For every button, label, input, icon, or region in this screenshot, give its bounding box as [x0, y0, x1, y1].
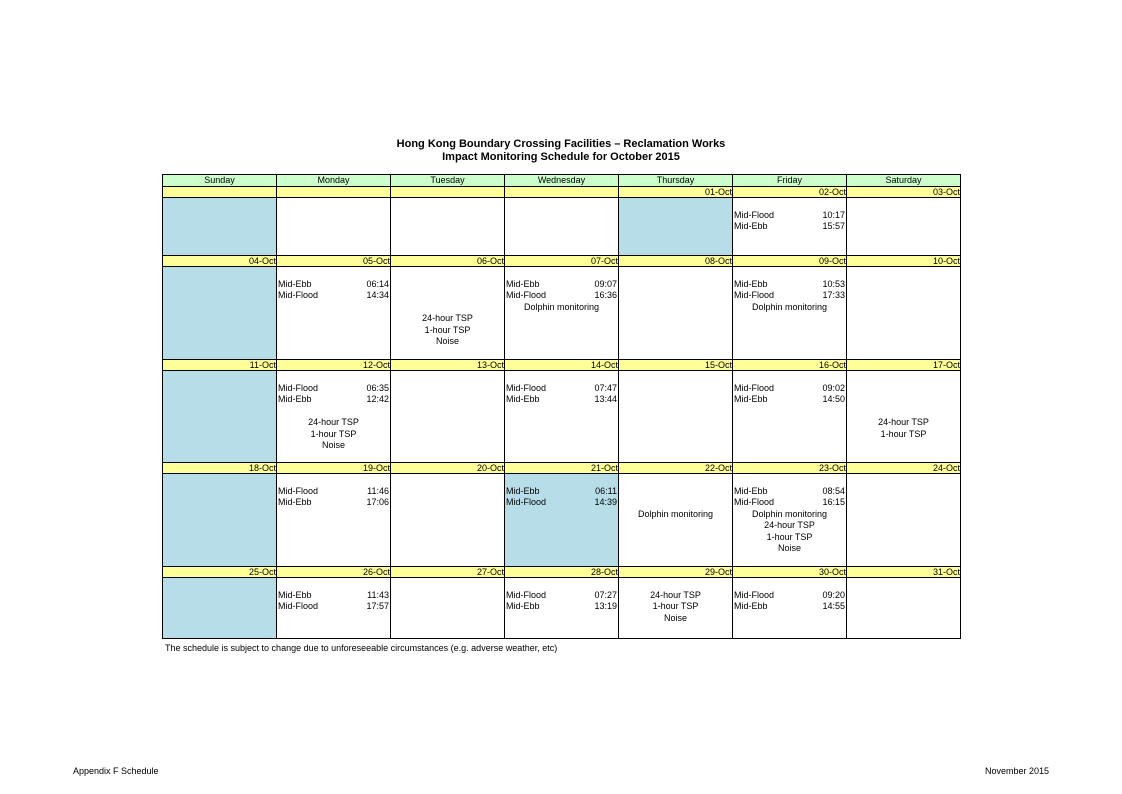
day-cell	[505, 474, 619, 567]
tide-time: 14:34	[366, 290, 389, 300]
day-cell	[733, 371, 847, 463]
date-cell	[277, 187, 391, 198]
tide-time: 17:33	[822, 290, 845, 300]
tide-entry	[733, 290, 846, 302]
day-cell	[847, 578, 961, 639]
footer-right: November 2015	[984, 766, 1049, 776]
tide-label: Mid-Flood	[278, 601, 319, 611]
day-cell	[163, 267, 277, 360]
tide-label: Mid-Ebb	[278, 394, 312, 404]
date-row	[163, 463, 961, 474]
tide-label: Mid-Flood	[734, 209, 775, 220]
day-header-row	[163, 175, 961, 187]
activity-label: Dolphin monitoring	[637, 508, 714, 519]
week-content-row	[163, 474, 961, 567]
day-cell	[733, 267, 847, 360]
activity-label: 1-hour TSP	[652, 601, 699, 611]
date-cell: 23-Oct	[733, 463, 847, 474]
tide-entry	[733, 210, 846, 222]
date-cell: 24-Oct	[847, 463, 961, 474]
date-cell: 20-Oct	[391, 463, 505, 474]
tide-entry	[277, 486, 390, 498]
date-cell: 13-Oct	[391, 360, 505, 371]
activity-label: 24-hour TSP	[650, 589, 701, 600]
date-cell: 05-Oct	[277, 256, 391, 267]
tide-time: 14:55	[822, 601, 845, 611]
tide-entry	[733, 497, 846, 509]
day-cell	[391, 474, 505, 567]
activity-label: Dolphin monitoring	[751, 301, 828, 312]
activity-label: Noise	[663, 612, 687, 623]
tide-label: Mid-Flood	[734, 497, 775, 507]
day-cell	[163, 198, 277, 256]
tide-time: 16:15	[822, 497, 845, 507]
day-cell	[733, 474, 847, 567]
date-row	[163, 567, 961, 578]
date-cell: 11-Oct	[163, 360, 277, 371]
day-cell	[277, 267, 391, 360]
date-cell: 07-Oct	[505, 256, 619, 267]
activity-label: Dolphin monitoring	[751, 508, 828, 519]
date-row	[163, 187, 961, 198]
tide-label: Mid-Ebb	[506, 278, 540, 289]
week-content-row	[163, 198, 961, 256]
tide-label: Mid-Ebb	[278, 589, 312, 600]
day-cell	[505, 198, 619, 256]
day-cell	[733, 198, 847, 256]
schedule-note: The schedule is subject to change due to unforeseeable circumstances (e.g. adverse weather, etc)	[165, 643, 558, 653]
tide-time: 08:54	[822, 485, 845, 496]
tide-entry	[277, 394, 390, 406]
activity-label: 24-hour TSP	[308, 417, 359, 427]
tide-entry	[733, 590, 846, 602]
date-cell: 06-Oct	[391, 256, 505, 267]
day-cell	[391, 198, 505, 256]
tide-label: Mid-Flood	[278, 382, 319, 393]
date-cell: 16-Oct	[733, 360, 847, 371]
day-cell	[847, 267, 961, 360]
date-cell: 29-Oct	[619, 567, 733, 578]
day-header-sunday: Sunday	[163, 175, 277, 187]
day-cell	[847, 198, 961, 256]
tide-time: 06:11	[595, 485, 617, 496]
day-header-wednesday: Wednesday	[505, 175, 619, 187]
date-cell: 27-Oct	[391, 567, 505, 578]
tide-time: 12:42	[366, 394, 389, 404]
tide-entry	[505, 279, 618, 291]
activity-label: Noise	[435, 336, 459, 346]
tide-label: Mid-Ebb	[506, 394, 540, 404]
tide-time: 13:44	[594, 394, 617, 404]
date-row	[163, 360, 961, 371]
tide-label: Mid-Ebb	[278, 278, 312, 289]
tide-label: Mid-Flood	[278, 290, 319, 300]
tide-entry	[505, 383, 618, 395]
tide-time: 13:19	[594, 601, 617, 611]
tide-entry	[733, 279, 846, 291]
day-header-saturday: Saturday	[847, 175, 961, 187]
tide-time: 09:02	[822, 382, 845, 393]
week-content-row	[163, 371, 961, 463]
date-row	[163, 256, 961, 267]
date-cell: 15-Oct	[619, 360, 733, 371]
tide-entry	[505, 497, 618, 509]
day-cell	[277, 578, 391, 639]
date-cell	[505, 187, 619, 198]
day-cell	[733, 578, 847, 639]
tide-entry	[733, 601, 846, 613]
activity-label: 1-hour TSP	[880, 428, 927, 439]
activity-label: 24-hour TSP	[764, 520, 815, 530]
activity-label: Noise	[777, 543, 801, 553]
tide-label: Mid-Ebb	[506, 601, 540, 611]
day-cell	[847, 371, 961, 463]
day-header-monday: Monday	[277, 175, 391, 187]
tide-label: Mid-Flood	[734, 382, 775, 393]
date-cell: 22-Oct	[619, 463, 733, 474]
date-cell: 28-Oct	[505, 567, 619, 578]
tide-label: Mid-Flood	[278, 485, 319, 496]
tide-label: Mid-Flood	[506, 382, 547, 393]
date-cell: 04-Oct	[163, 256, 277, 267]
day-cell	[619, 578, 733, 639]
tide-entry	[505, 601, 618, 613]
tide-label: Mid-Flood	[734, 589, 775, 600]
tide-label: Mid-Ebb	[734, 221, 768, 231]
tide-label: Mid-Ebb	[734, 394, 768, 404]
footer-left: Appendix F Schedule	[73, 766, 159, 776]
tide-label: Mid-Ebb	[278, 497, 312, 507]
date-cell: 31-Oct	[847, 567, 961, 578]
tide-entry	[733, 383, 846, 395]
day-cell	[505, 578, 619, 639]
schedule-subtitle: Impact Monitoring Schedule for October 2015	[442, 151, 680, 163]
day-cell	[277, 198, 391, 256]
date-cell: 12-Oct	[277, 360, 391, 371]
date-cell: 08-Oct	[619, 256, 733, 267]
day-header-thursday: Thursday	[619, 175, 733, 187]
tide-entry	[733, 221, 846, 233]
tide-entry	[505, 394, 618, 406]
activity-label: 1-hour TSP	[766, 531, 813, 542]
tide-time: 17:06	[366, 497, 389, 507]
tide-time: 11:43	[367, 589, 389, 600]
tide-time: 10:53	[822, 278, 845, 289]
tide-label: Mid-Flood	[734, 290, 775, 300]
tide-label: Mid-Flood	[506, 589, 547, 600]
calendar-table	[162, 174, 961, 639]
day-cell	[505, 371, 619, 463]
tide-entry	[277, 497, 390, 509]
day-cell	[163, 578, 277, 639]
day-header-tuesday: Tuesday	[391, 175, 505, 187]
tide-entry	[277, 383, 390, 395]
day-cell	[505, 267, 619, 360]
date-cell: 09-Oct	[733, 256, 847, 267]
tide-time: 07:47	[594, 382, 617, 393]
date-cell: 03-Oct	[847, 187, 961, 198]
tide-entry	[733, 394, 846, 406]
day-cell	[163, 474, 277, 567]
date-cell: 17-Oct	[847, 360, 961, 371]
activity-label: 24-hour TSP	[422, 313, 473, 323]
day-cell	[391, 371, 505, 463]
activity-label: 1-hour TSP	[310, 428, 357, 439]
tide-time: 09:07	[594, 278, 617, 289]
date-cell: 14-Oct	[505, 360, 619, 371]
date-cell	[163, 187, 277, 198]
tide-time: 06:35	[366, 382, 389, 393]
tide-time: 16:36	[594, 290, 617, 300]
date-cell: 02-Oct	[733, 187, 847, 198]
day-cell	[619, 198, 733, 256]
tide-entry	[277, 290, 390, 302]
date-cell: 26-Oct	[277, 567, 391, 578]
date-cell: 21-Oct	[505, 463, 619, 474]
tide-label: Mid-Ebb	[734, 278, 768, 289]
date-cell	[391, 187, 505, 198]
tide-entry	[733, 486, 846, 498]
activity-label: 1-hour TSP	[424, 324, 471, 335]
week-content-row	[163, 267, 961, 360]
tide-label: Mid-Flood	[506, 497, 547, 507]
tide-label: Mid-Ebb	[734, 601, 768, 611]
date-cell: 01-Oct	[619, 187, 733, 198]
tide-entry	[277, 601, 390, 613]
day-cell	[619, 267, 733, 360]
tide-entry	[505, 590, 618, 602]
day-cell	[619, 371, 733, 463]
tide-label: Mid-Ebb	[734, 485, 768, 496]
activity-label: 24-hour TSP	[878, 417, 929, 427]
day-cell	[277, 371, 391, 463]
tide-entry	[505, 290, 618, 302]
activity-label: Noise	[321, 440, 345, 450]
schedule-title: Hong Kong Boundary Crossing Facilities – Reclamation Works	[396, 138, 726, 150]
date-cell: 25-Oct	[163, 567, 277, 578]
day-cell	[619, 474, 733, 567]
tide-label: Mid-Ebb	[506, 485, 540, 496]
day-cell	[391, 578, 505, 639]
tide-entry	[277, 279, 390, 291]
tide-label: Mid-Flood	[506, 290, 547, 300]
tide-time: 07:27	[594, 589, 617, 600]
tide-entry	[277, 590, 390, 602]
day-cell	[277, 474, 391, 567]
tide-entry	[505, 486, 618, 498]
day-cell	[847, 474, 961, 567]
tide-time: 14:39	[594, 497, 617, 507]
tide-time: 06:14	[366, 278, 389, 289]
tide-time: 14:50	[822, 394, 845, 404]
activity-label: Dolphin monitoring	[523, 301, 600, 312]
date-cell: 10-Oct	[847, 256, 961, 267]
day-cell	[391, 267, 505, 360]
date-cell: 18-Oct	[163, 463, 277, 474]
date-cell: 19-Oct	[277, 463, 391, 474]
day-cell	[163, 371, 277, 463]
day-header-friday: Friday	[733, 175, 847, 187]
date-cell: 30-Oct	[733, 567, 847, 578]
tide-time: 09:20	[822, 589, 845, 600]
week-content-row	[163, 578, 961, 639]
tide-time: 11:46	[367, 485, 389, 496]
tide-time: 10:17	[822, 209, 845, 220]
tide-time: 17:57	[366, 601, 389, 611]
tide-time: 15:57	[822, 221, 845, 231]
